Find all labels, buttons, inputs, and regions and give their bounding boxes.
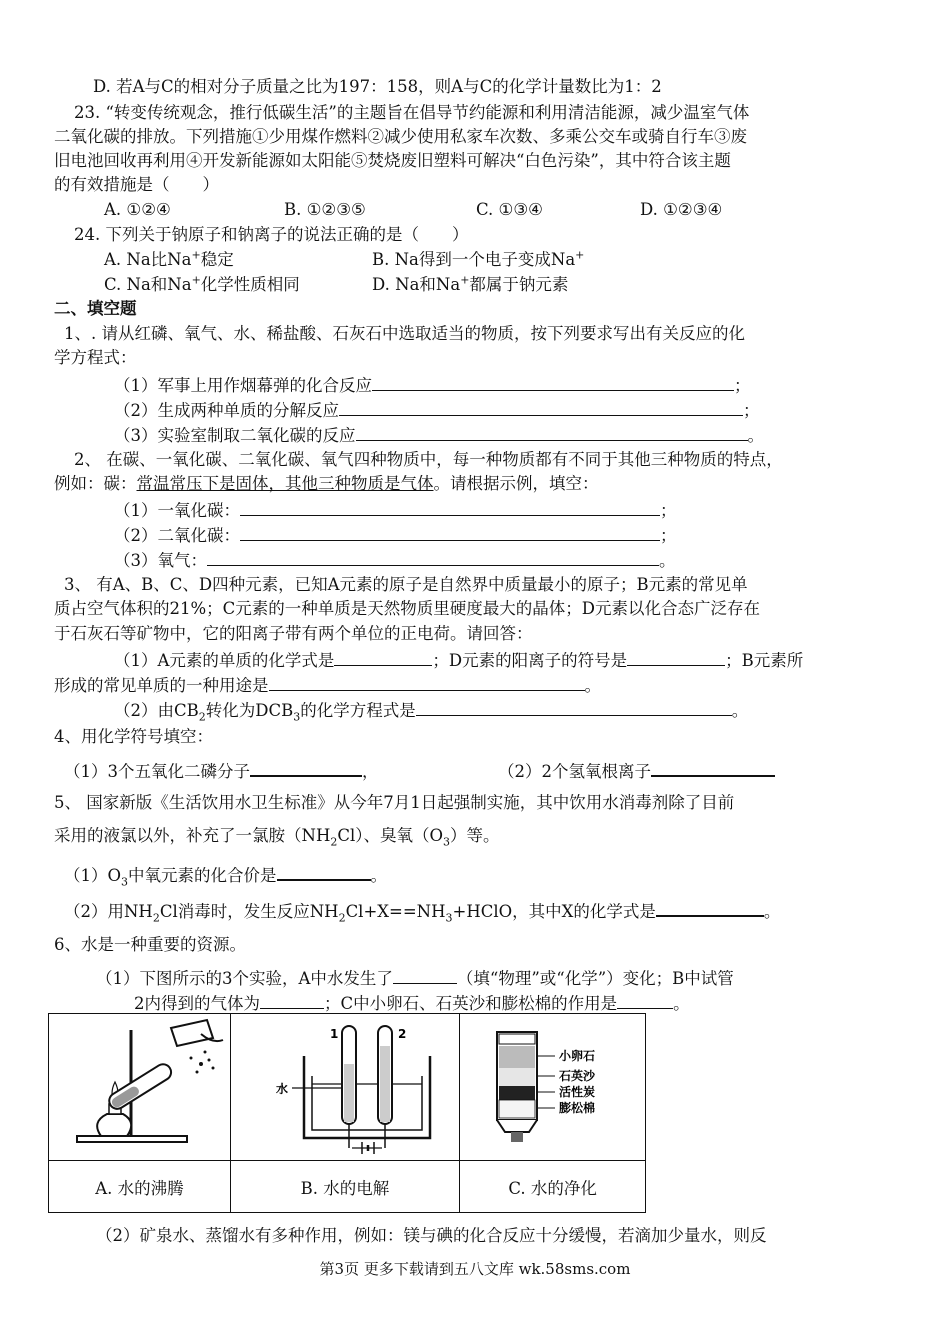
- q23-option-b: B. ①②③⑤: [284, 200, 366, 219]
- q23-stem-line2: 二氧化碳的排放。下列措施①少用煤作燃料②减少使用私家车次数、多乘公交车或骑自行车③废: [54, 127, 747, 146]
- f5-sub1-b: 中氧元素的化合价是: [128, 866, 277, 885]
- purification-layer-quartz-sand: 石英沙: [558, 1069, 595, 1083]
- electrolysis-water-label: 水: [275, 1082, 288, 1096]
- f5-line2-sub3: 3: [443, 835, 451, 849]
- q23-option-d: D. ①②③④: [640, 200, 723, 219]
- f6-sub2: （2）矿泉水、蒸馏水有多种作用，例如：镁与碘的化合反应十分缓慢，若滴加少量水，则反: [96, 1226, 767, 1245]
- f6-sub1-c: 2内得到的气体为: [134, 994, 260, 1013]
- figure-a-cell: [49, 1014, 231, 1161]
- f3-sub2-end: 。: [731, 701, 749, 720]
- f3-sub1: [114, 649, 803, 672]
- f5-sub2-a: （2）用NH: [64, 902, 153, 921]
- purification-layer-pebbles: 小卵石: [558, 1049, 595, 1063]
- f5-sub1-end: 。: [370, 866, 388, 885]
- f5-sub2-b: Cl消毒时，发生反应NH: [159, 902, 339, 921]
- q24-plus-b: +: [575, 248, 585, 262]
- f5-sub2: [64, 899, 780, 923]
- f5-line2-sub2: 2: [330, 835, 338, 849]
- q24-plus-d: +: [460, 273, 470, 287]
- f3-line3: 于石灰石等矿物中，它的阳离子带有两个单位的正电荷。请回答：: [54, 624, 533, 643]
- f2-sub2-label: （2）二氧化碳：: [114, 526, 240, 545]
- f6-gas-blank[interactable]: [260, 992, 324, 1009]
- f1-sub3: [114, 424, 764, 447]
- f1-sub1-blank[interactable]: [372, 374, 734, 391]
- q23-stem-line3: 旧电池回收再利用④开发新能源如太阳能⑤焚烧废旧塑料可解决“白色污染”，其中符合该主题: [54, 151, 731, 170]
- page-footer: 第3页 更多下载请到五八文库 wk.58sms.com: [319, 1260, 631, 1278]
- q24-option-c: [104, 274, 300, 296]
- f6-sub1-cont: [134, 992, 690, 1015]
- f1-sub1: [114, 374, 751, 397]
- q24-plus-a: +: [191, 248, 201, 262]
- f3-equation-blank[interactable]: [416, 699, 732, 716]
- electrolysis-apparatus-illustration: [234, 1016, 456, 1154]
- f3-sub1-d-end: 。: [584, 676, 601, 695]
- f5-sub2-d: +HClO，其中X的化学式是: [452, 902, 656, 921]
- f5-sub1-subscript-3: 3: [121, 875, 129, 889]
- q24-option-d-pre: D. Na和Na: [372, 275, 461, 294]
- f2-line2-pre: 例如：碳：: [54, 474, 137, 493]
- f2-sub2: [114, 524, 677, 547]
- f2-line1: 2、 在碳、一氧化碳、二氧化碳、氧气四种物质中，每一种物质都有不同于其他三种物质的特点，: [74, 450, 783, 469]
- f2-line2: [54, 473, 599, 495]
- q24-stem: 24. 下列关于钠原子和钠离子的说法正确的是（ ）: [74, 225, 469, 244]
- f1-sub2: [114, 399, 760, 422]
- f4-sub1: [64, 759, 379, 783]
- f1-sub1-end: ；: [734, 376, 751, 395]
- f3-sub2-c: 的化学方程式是: [300, 701, 416, 720]
- section-title-fill-in: 二、填空题: [54, 299, 137, 318]
- f2-sub2-blank[interactable]: [240, 524, 660, 541]
- f6-sub1-a: （1）下图所示的3个实验，A中水发生了: [96, 969, 393, 988]
- f3-sub2-subscript-3: 3: [293, 710, 301, 724]
- q23-stem-line4: 的有效措施是（ ）: [54, 175, 219, 194]
- figure-b-cell: [230, 1014, 459, 1161]
- f6-sub1-b: （填“物理”或“化学”）变化；B中试管: [456, 969, 734, 988]
- f4-title: 4、用化学符号填空：: [54, 727, 213, 746]
- f2-sub1-label: （1）一氧化碳：: [114, 501, 240, 520]
- q23-option-c: C. ①③④: [476, 200, 543, 219]
- f3-sub1-c: ；B元素所: [725, 651, 804, 670]
- f1-sub1-label: （1）军事上用作烟幕弹的化合反应: [114, 376, 372, 395]
- f2-sub3: [114, 549, 676, 572]
- f6-function-blank[interactable]: [617, 992, 673, 1009]
- f3-a-formula-blank[interactable]: [334, 649, 432, 666]
- f5-valence-blank[interactable]: [277, 863, 371, 881]
- q24-option-c-post: 化学性质相同: [200, 275, 300, 294]
- electrolysis-tube-2-label: 2: [397, 1027, 407, 1041]
- f5-sub2-c: Cl+X==NH: [345, 902, 446, 921]
- q24-option-a-pre: A. Na比Na: [104, 250, 192, 269]
- f2-sub1-blank[interactable]: [240, 499, 660, 516]
- figure-c-cell: [460, 1014, 646, 1161]
- f3-line2: 质占空气体积的21%；C元素的一种单质是天然物质里硬度最大的晶体；D元素以化合态广泛存在: [54, 599, 761, 618]
- f3-sub2: [114, 699, 748, 722]
- q24-option-d-post: 都属于钠元素: [469, 275, 569, 294]
- f5-line1: 5、 国家新版《生活饮用水卫生标准》从今年7月1日起强制实施，其中饮用水消毒剂除了目前: [54, 793, 735, 812]
- f5-sub1-a: （1）O: [64, 866, 122, 885]
- f3-line1: 3、 有A、B、C、D四种元素，已知A元素的原子是自然界中质量最小的原子；B元素的常见单: [64, 575, 748, 594]
- figure-a-caption: A. 水的沸腾: [49, 1161, 231, 1213]
- f3-d-ion-blank[interactable]: [627, 649, 725, 666]
- f3-sub2-subscript-2: 2: [198, 710, 206, 724]
- f1-line2: 学方程式：: [54, 348, 137, 367]
- f2-sub1: [114, 499, 677, 522]
- q24-option-a: [104, 249, 234, 271]
- purification-layer-activated-carbon: 活性炭: [558, 1085, 595, 1099]
- purification-apparatus-illustration: [463, 1016, 643, 1154]
- f4-sub2: [498, 759, 775, 783]
- f4-sub2-label: （2）2个氢氧根离子: [498, 762, 651, 781]
- f1-sub2-label: （2）生成两种单质的分解反应: [114, 401, 339, 420]
- q22-option-d: D. 若A与C的相对分子质量之比为197：158，则A与C的化学计量数比为1：2: [93, 77, 662, 96]
- f3-sub1-d: 形成的常见单质的一种用途是: [54, 676, 269, 695]
- q24-plus-c: +: [191, 273, 201, 287]
- f6-sub1-end: 。: [673, 994, 690, 1013]
- experiment-figure-table: [48, 1013, 646, 1213]
- f4-p2o5-blank[interactable]: [250, 759, 362, 777]
- f3-sub1-cont: [54, 674, 601, 697]
- f1-sub2-blank[interactable]: [339, 399, 743, 416]
- f5-sub2-subscript-2b: 2: [338, 911, 346, 925]
- f2-sub3-blank[interactable]: [207, 549, 659, 566]
- f2-sub3-end: 。: [659, 551, 676, 570]
- f5-line2: [54, 825, 500, 847]
- f5-line2-a: 采用的液氯以外，补充了一氯胺（NH: [54, 826, 331, 845]
- f1-sub2-end: ；: [743, 401, 760, 420]
- f2-line2-post: 。请根据示例，填空：: [433, 474, 599, 493]
- figure-c-caption: C. 水的净化: [460, 1161, 646, 1213]
- f1-sub3-label: （3）实验室制取二氧化碳的反应: [114, 426, 356, 445]
- f5-line2-c: ）等。: [450, 826, 500, 845]
- q24-option-c-pre: C. Na和Na: [104, 275, 192, 294]
- f6-title: 6、水是一种重要的资源。: [54, 935, 246, 954]
- purification-layer-cotton: 膨松棉: [558, 1101, 595, 1115]
- f3-b-use-blank[interactable]: [269, 674, 585, 691]
- f5-x-formula-blank[interactable]: [656, 899, 764, 917]
- f4-oh-blank[interactable]: [651, 759, 775, 777]
- f5-sub2-subscript-2a: 2: [152, 911, 160, 925]
- f4-sub1-end: ，: [362, 762, 379, 781]
- q23-option-a: A. ①②④: [104, 200, 171, 219]
- f2-sub1-end: ；: [660, 501, 677, 520]
- q24-option-b-pre: B. Na得到一个电子变成Na: [372, 250, 576, 269]
- f1-sub3-blank[interactable]: [356, 424, 748, 441]
- q24-option-d: [372, 274, 568, 296]
- f1-line1: 1、. 请从红磷、氧气、水、稀盐酸、石灰石中选取适当的物质，按下列要求写出有关反应的化: [64, 324, 745, 343]
- f3-sub1-a: （1）A元素的单质的化学式是: [114, 651, 335, 670]
- figure-b-caption: B. 水的电解: [230, 1161, 459, 1213]
- boiling-apparatus-illustration: [51, 1016, 227, 1154]
- f6-sub1-d: ；C中小卵石、石英沙和膨松棉的作用是: [324, 994, 618, 1013]
- f3-sub1-b: ；D元素的阳离子的符号是: [432, 651, 628, 670]
- f4-sub1-label: （1）3个五氧化二磷分子: [64, 762, 250, 781]
- f2-sub3-label: （3）氧气：: [114, 551, 207, 570]
- f5-sub1: [64, 863, 387, 887]
- f3-sub2-b: 转化为DCB: [205, 701, 294, 720]
- f6-sub1: [96, 967, 734, 990]
- f5-line2-b: Cl）、臭氧（O: [337, 826, 444, 845]
- f3-sub2-a: （2）由CB: [114, 701, 199, 720]
- f2-example-underlined: 常温常压下是固体，其他三种物质是气体: [136, 474, 434, 493]
- f1-sub3-end: 。: [747, 426, 764, 445]
- q24-option-b: [372, 249, 584, 271]
- f2-sub2-end: ；: [660, 526, 677, 545]
- electrolysis-tube-1-label: 1: [329, 1027, 339, 1041]
- f5-sub2-subscript-3: 3: [445, 911, 453, 925]
- f6-change-blank[interactable]: [393, 967, 457, 984]
- f5-sub2-end: 。: [763, 902, 781, 921]
- q23-stem-line1: 23. “转变传统观念，推行低碳生活”的主题旨在倡导节约能源和利用清洁能源，减少温室气体: [74, 103, 750, 122]
- q24-option-a-post: 稳定: [200, 250, 234, 269]
